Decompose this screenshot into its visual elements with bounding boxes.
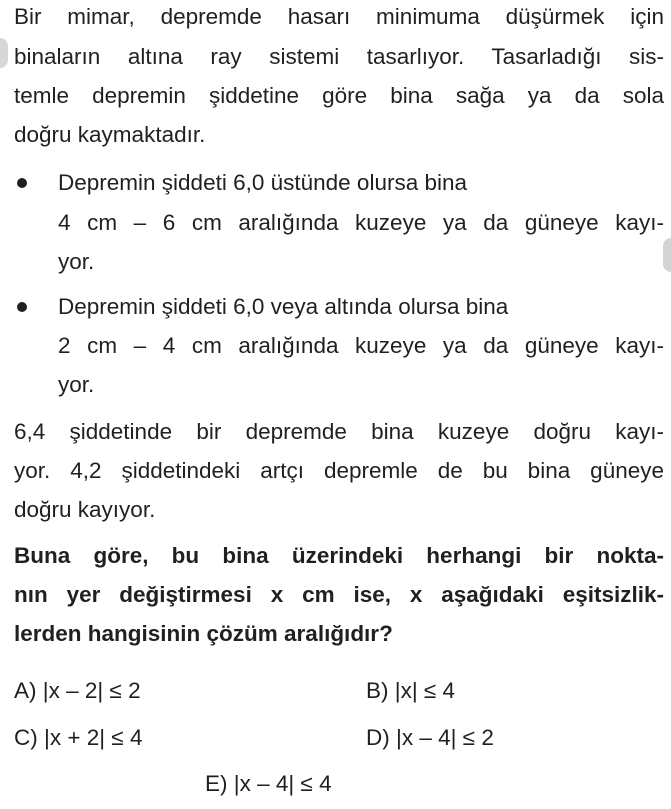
choice-e[interactable]: E) |x – 4| ≤ 4 — [205, 771, 332, 796]
intro-line-1: Bir mimar, depremde hasarı minimuma düşürmek için — [14, 4, 664, 29]
right-edge-mark — [663, 238, 671, 272]
bullet-2-line-1: Depremin şiddeti 6,0 veya altında olursa bina — [58, 294, 509, 319]
intro-line-2: binaların altına ray sistemi tasarlıyor. Tasarladığı sis- — [14, 44, 664, 69]
bullet-2-line-2: 2 cm – 4 cm aralığında kuzeye ya da güneye kayı- — [58, 333, 664, 358]
choice-d[interactable]: D) |x – 4| ≤ 2 — [366, 725, 494, 750]
bullet-1-dot — [17, 178, 27, 188]
context-line-2: yor. 4,2 şiddetindeki artçı depremle de bu bina güneye — [14, 458, 664, 483]
choice-c[interactable]: C) |x + 2| ≤ 4 — [14, 725, 143, 750]
choice-b[interactable]: B) |x| ≤ 4 — [366, 678, 456, 703]
question-line-3: lerden hangisinin çözüm aralığıdır? — [14, 621, 393, 646]
left-edge-mark — [0, 38, 8, 68]
choice-a[interactable]: A) |x – 2| ≤ 2 — [14, 678, 141, 703]
question-line-1: Buna göre, bu bina üzerindeki herhangi bir nokta- — [14, 543, 664, 568]
context-line-3: doğru kayıyor. — [14, 497, 156, 522]
bullet-1-line-2: 4 cm – 6 cm aralığında kuzeye ya da güneye kayı- — [58, 210, 664, 235]
context-line-1: 6,4 şiddetinde bir depremde bina kuzeye doğru kayı- — [14, 419, 664, 444]
intro-line-4: doğru kaymaktadır. — [14, 122, 206, 147]
bullet-1-line-1: Depremin şiddeti 6,0 üstünde olursa bina — [58, 170, 467, 195]
question-line-2: nın yer değiştirmesi x cm ise, x aşağıdaki eşitsizlik- — [14, 582, 664, 607]
bullet-2-line-3: yor. — [58, 372, 95, 397]
bullet-1-line-3: yor. — [58, 249, 95, 274]
bullet-2-dot — [17, 302, 27, 312]
intro-line-3: temle depremin şiddetine göre bina sağa ya da sola — [14, 83, 664, 108]
